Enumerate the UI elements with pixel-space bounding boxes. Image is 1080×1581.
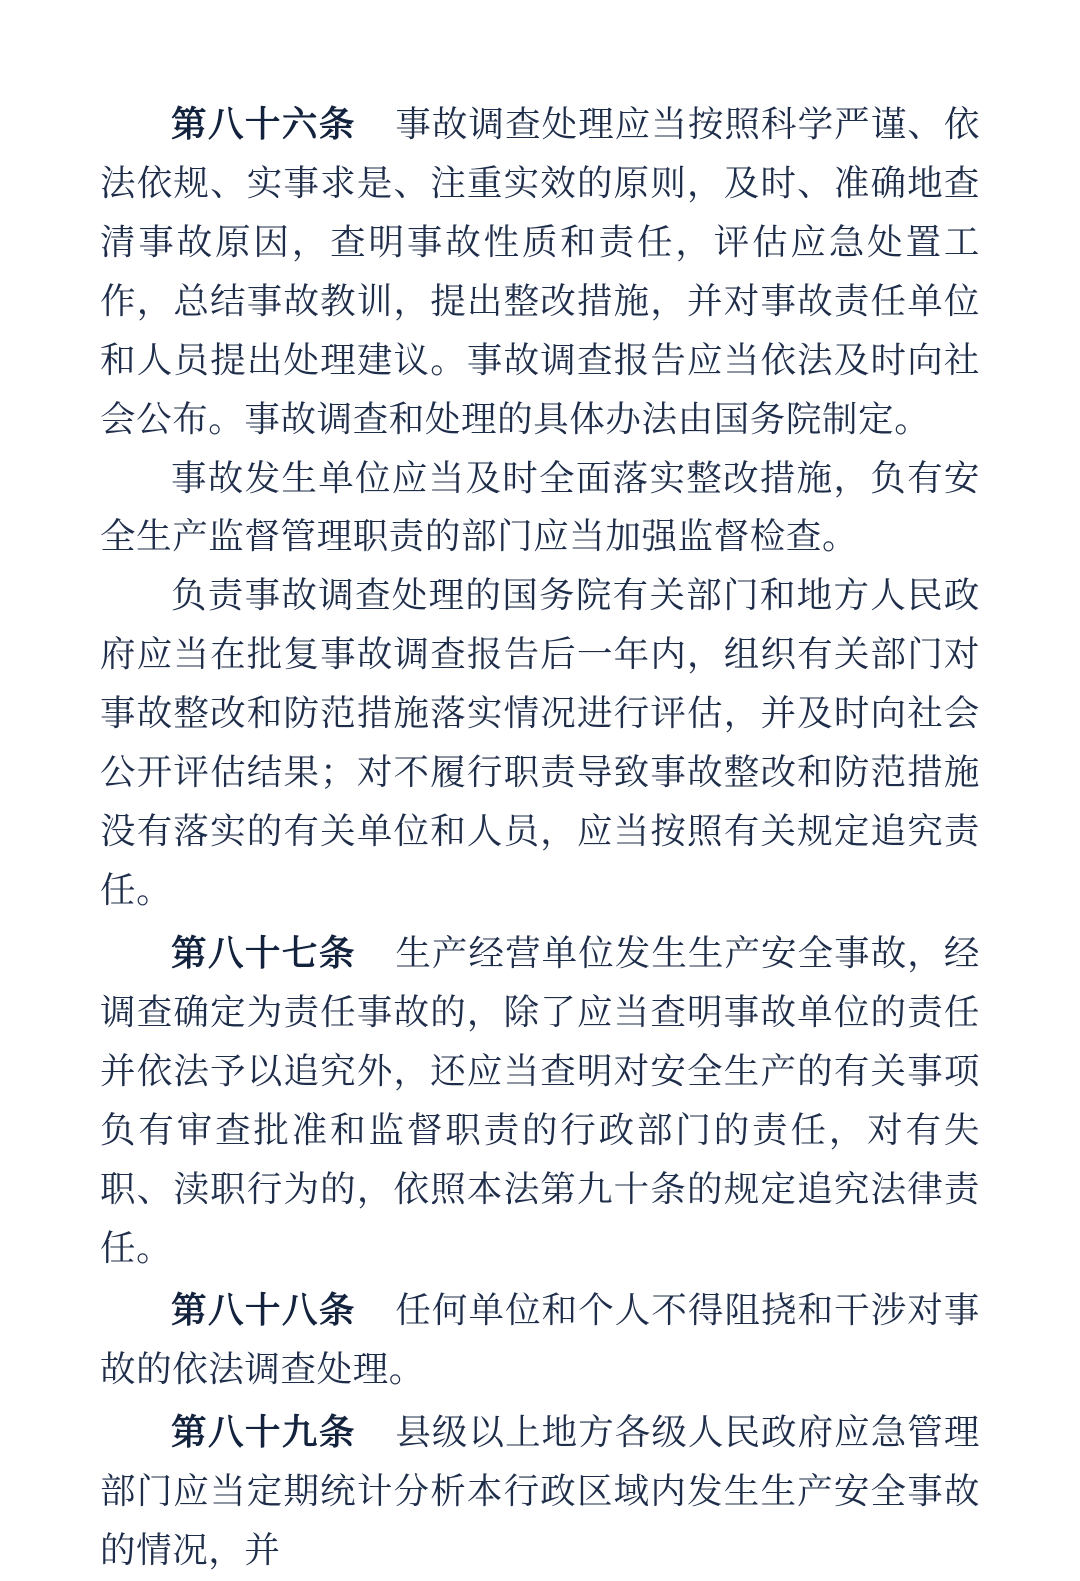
- article-block-86: [100, 96, 980, 921]
- article-first-paragraph: [100, 1404, 980, 1581]
- article-label: 第八十九条: [171, 1412, 356, 1454]
- article-text: 任何单位和个人不得阻挠和干涉对事故的依法调查处理。: [100, 1290, 980, 1391]
- article-text: 生产经营单位发生生产安全事故，经调查确定为责任事故的，除了应当查明事故单位的责任并依法予以追究外，还应当查明对安全生产的有关事项负有审查批准和监督职责的行政部门的责任，对有失职、渎职行为的，依照本法第九十条的规定追究法律责任。: [100, 932, 980, 1269]
- article-text: 事故调查处理应当按照科学严谨、依法依规、实事求是、注重实效的原则，及时、准确地查清事故原因，查明事故性质和责任，评估应急处置工作，总结事故教训，提出整改措施，并对事故责任单位和人员提出处理建议。事故调查报告应当依法及时向社会公布。事故调查和处理的具体办法由国务院制定。: [100, 104, 980, 440]
- article-first-paragraph: [100, 925, 980, 1279]
- article-paragraph: 事故发生单位应当及时全面落实整改措施，负有安全生产监督管理职责的部门应当加强监督检查。: [100, 457, 980, 558]
- article-paragraph: 负责事故调查处理的国务院有关部门和地方人民政府应当在批复事故调查报告后一年内，组织有关部门对事故整改和防范措施落实情况进行评估，并及时向社会公开评估结果；对不履行职责导致事故整改和防范措施没有落实的有关单位和人员，应当按照有关规定追究责任。: [100, 575, 980, 911]
- article-block-88: [100, 1282, 980, 1400]
- article-label: 第八十七条: [171, 932, 356, 974]
- article-label: 第八十八条: [171, 1290, 356, 1332]
- article-block-87: [100, 925, 980, 1279]
- article-label: 第八十六条: [171, 104, 356, 145]
- article-first-paragraph: [100, 96, 980, 450]
- article-block-89: [100, 1404, 980, 1581]
- article-first-paragraph: [100, 1282, 980, 1400]
- article-text: 县级以上地方各级人民政府应急管理部门应当定期统计分析本行政区域内发生生产安全事故的情况，并: [100, 1412, 980, 1572]
